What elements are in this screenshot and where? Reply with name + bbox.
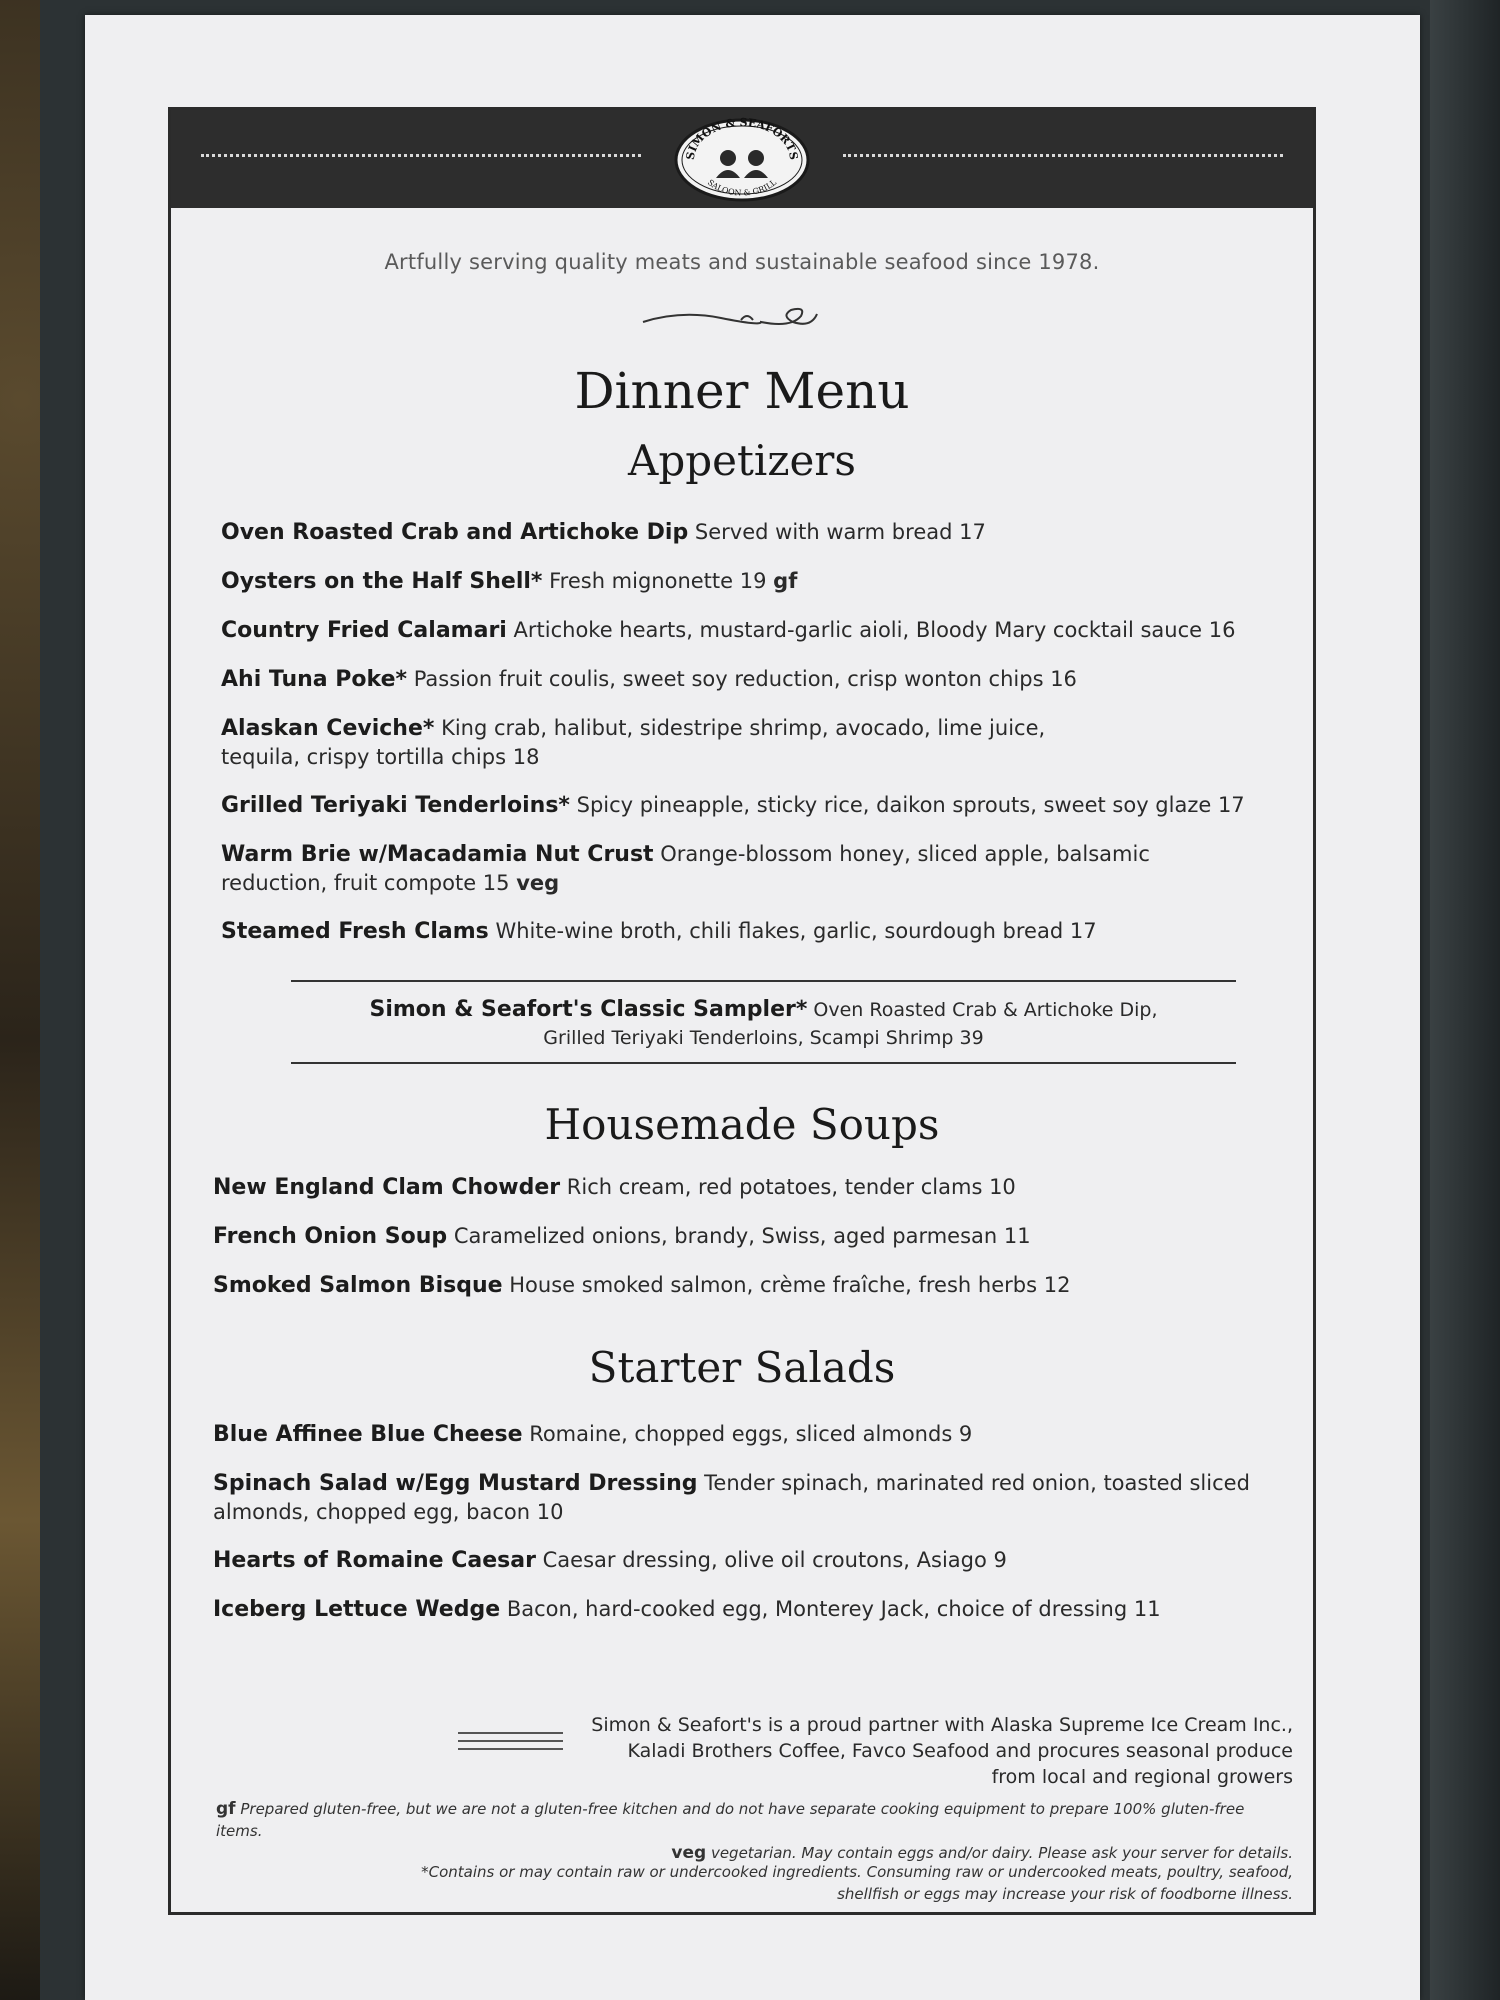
item-name: Ahi Tuna Poke* — [221, 667, 408, 692]
item-description: Served with warm bread 17 — [694, 520, 986, 544]
raw-warning-line1: *Contains or may contain raw or undercooked ingredients. Consuming raw or undercooked meats, poultry, seafood, — [421, 1863, 1293, 1881]
item-description: Fresh mignonette 19 — [549, 569, 767, 593]
item-name: Blue Affinee Blue Cheese — [213, 1422, 523, 1447]
binder-edge — [1430, 0, 1500, 2000]
item-description: Orange-blossom honey, sliced apple, balsamic reduction, fruit compote 15 — [221, 842, 1150, 895]
menu-item — [221, 840, 1261, 897]
raw-warning-line2: shellfish or eggs may increase your risk of foodborne illness. — [837, 1885, 1293, 1903]
banner-dots-left — [201, 154, 641, 157]
svg-text:SIMON & SEAFORTS: SIMON & SEAFORTS — [683, 116, 801, 161]
dietary-tag: gf — [773, 569, 798, 593]
item-name: Oysters on the Half Shell* — [221, 569, 543, 594]
item-name: Country Fried Calamari — [221, 618, 507, 643]
section-heading-soups: Housemade Soups — [544, 1100, 940, 1149]
svg-text:SALOON & GRILL: SALOON & GRILL — [705, 177, 779, 198]
item-description: Rich cream, red potatoes, tender clams 10 — [566, 1175, 1016, 1199]
item-description: Caramelized onions, brandy, Swiss, aged parmesan 11 — [453, 1224, 1031, 1248]
menu-item — [213, 1271, 1253, 1300]
veg-label: veg — [671, 1843, 707, 1863]
item-name: Iceberg Lettuce Wedge — [213, 1597, 501, 1622]
menu-item — [213, 1595, 1253, 1624]
menu-title: Dinner Menu — [574, 362, 910, 420]
partner-line2: Kaladi Brothers Coffee, Favco Seafood and procures seasonal produce — [627, 1740, 1293, 1762]
section-heading-salads: Starter Salads — [588, 1343, 896, 1392]
menu-item — [221, 665, 1261, 694]
restaurant-logo — [672, 116, 812, 204]
item-description: Spicy pineapple, sticky rice, daikon sprouts, sweet soy glaze 17 — [576, 793, 1245, 817]
banner-dots-right — [843, 154, 1283, 157]
item-description: Bacon, hard-cooked egg, Monterey Jack, choice of dressing 11 — [506, 1597, 1161, 1621]
menu-item — [221, 616, 1261, 645]
soup-list — [213, 1173, 1253, 1320]
item-name: Oven Roasted Crab and Artichoke Dip — [221, 520, 689, 545]
item-name: Hearts of Romaine Caesar — [213, 1548, 536, 1573]
item-description: Romaine, chopped eggs, sliced almonds 9 — [529, 1422, 973, 1446]
menu-item — [221, 791, 1261, 820]
flourish-ornament — [641, 300, 821, 340]
dietary-tag: veg — [516, 871, 560, 895]
item-name: Warm Brie w/Macadamia Nut Crust — [221, 842, 654, 867]
item-description: King crab, halibut, sidestripe shrimp, avocado, lime juice, tequila, crispy tortilla chips 18 — [221, 716, 1046, 769]
tagline: Artfully serving quality meats and sustainable seafood since 1978. — [384, 250, 1100, 274]
appetizer-list — [221, 518, 1261, 966]
partner-ornament-lines — [458, 1732, 563, 1756]
divider-top — [291, 980, 1236, 982]
sampler-desc-line1: Oven Roasted Crab & Artichoke Dip, — [813, 999, 1158, 1021]
sampler-name: Simon & Seafort's Classic Sampler* — [369, 997, 808, 1022]
item-name: Steamed Fresh Clams — [221, 919, 489, 944]
item-description: Passion fruit coulis, sweet soy reduction, crisp wonton chips 16 — [413, 667, 1077, 691]
section-heading-appetizers: Appetizers — [628, 436, 856, 485]
gf-label: gf — [216, 1799, 236, 1819]
dietary-legend — [216, 1798, 1293, 1864]
menu-item — [221, 567, 1261, 596]
header-banner — [171, 110, 1313, 208]
menu-item — [213, 1546, 1253, 1575]
item-description: House smoked salmon, crème fraîche, fresh herbs 12 — [509, 1273, 1071, 1297]
item-name: French Onion Soup — [213, 1224, 448, 1249]
divider-bottom — [291, 1062, 1236, 1064]
item-description: Artichoke hearts, mustard-garlic aioli, Bloody Mary cocktail sauce 16 — [513, 618, 1236, 642]
raw-food-warning — [216, 1861, 1293, 1905]
gf-text: Prepared gluten-free, but we are not a gluten-free kitchen and do not have separate cooking equipment to prepare 100% gluten-free items. — [216, 1800, 1245, 1840]
item-name: Smoked Salmon Bisque — [213, 1273, 503, 1298]
partner-line1: Simon & Seafort's is a proud partner with Alaska Supreme Ice Cream Inc., — [591, 1714, 1293, 1736]
menu-item — [213, 1173, 1253, 1202]
menu-frame — [168, 107, 1316, 1915]
partner-line3: from local and regional growers — [991, 1766, 1293, 1788]
classic-sampler — [291, 996, 1236, 1052]
veg-text: vegetarian. May contain eggs and/or dairy. Please ask your server for details. — [710, 1844, 1293, 1862]
item-name: Alaskan Ceviche* — [221, 716, 435, 741]
menu-item — [221, 518, 1261, 547]
salad-list — [213, 1420, 1253, 1644]
sampler-desc-line2: Grilled Teriyaki Tenderloins, Scampi Shrimp 39 — [543, 1027, 984, 1049]
item-description: White-wine broth, chili flakes, garlic, sourdough bread 17 — [495, 919, 1097, 943]
menu-item — [213, 1469, 1253, 1526]
menu-item — [213, 1222, 1253, 1251]
partner-note — [573, 1712, 1293, 1790]
menu-page — [85, 15, 1420, 2000]
item-name: Spinach Salad w/Egg Mustard Dressing — [213, 1471, 698, 1496]
menu-item — [221, 917, 1261, 946]
item-description: Caesar dressing, olive oil croutons, Asiago 9 — [542, 1548, 1007, 1572]
menu-item — [213, 1420, 1253, 1449]
menu-item — [221, 714, 1121, 771]
item-name: New England Clam Chowder — [213, 1175, 561, 1200]
item-description: Tender spinach, marinated red onion, toasted sliced almonds, chopped egg, bacon 10 — [213, 1471, 1250, 1524]
item-name: Grilled Teriyaki Tenderloins* — [221, 793, 570, 818]
